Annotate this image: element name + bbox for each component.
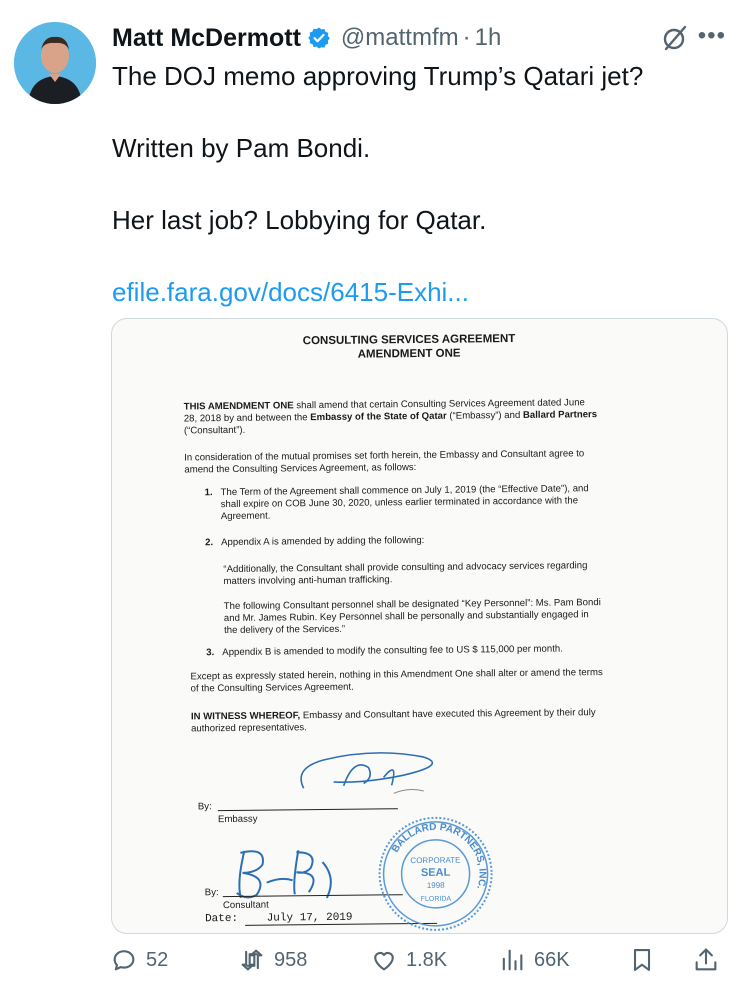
like-count: 1.8K [406,948,448,971]
tweet-line-1: The DOJ memo approving Trump’s Qatari jet? [112,61,644,91]
agreement-document [111,318,728,934]
corporate-seal [376,814,495,933]
bookmark-button[interactable] [628,946,656,974]
document-title: CONSULTING SERVICES AGREEMENT AMENDMENT ONE [302,332,516,361]
consideration-paragraph: In consideration of the mutual promises set forth herein, the Embassy and Consultant agree to amend the Consulting Services Agreement, as follows: [184,448,585,476]
consultant-label: Consultant [222,899,269,912]
item-2-quote: “Additionally, the Consultant shall provide consulting and advocacy services regarding matters involving anti-human trafficking. [223,560,588,588]
intro-paragraph: THIS AMENDMENT ONE shall amend that certain Consulting Services Agreement dated June 28, 2018 by and between the Embassy of the State of Qatar (“Embassy”) and Ballard Partners (“Consultant”). [183,397,598,437]
like-button[interactable] [370,946,447,974]
tweet-line-2: Written by Pam Bondi. [112,133,371,163]
embassy-by-label: By: [197,801,212,813]
embassy-signature-line [218,808,398,811]
witness-paragraph: IN WITNESS WHEREOF, Embassy and Consultant have executed this Agreement by their duly authorized representatives. [190,707,596,735]
tweet-line-3: Her last job? Lobbying for Qatar. [112,205,487,235]
item-2-key-personnel: The following Consultant personnel shall be designated “Key Personnel”: Ms. Pam Bondi and Mr. James Rubin. Key Personnel shall be personally and substantially engaged in the delivery of the Services.” [223,597,601,637]
seal-corporate: CORPORATE [410,855,461,866]
reply-button[interactable] [110,946,168,974]
analytics-icon [498,946,526,974]
tweet-action-bar [110,946,730,980]
tweet-header [112,20,722,56]
share-button[interactable] [692,946,720,974]
embassy-label: Embassy [217,813,258,826]
repost-count: 958 [274,948,308,971]
embassy-signature [273,737,454,809]
tweet-link[interactable]: efile.fara.gov/docs/6415-Exhi... [112,277,469,307]
consultant-signature [226,842,357,903]
repost-button[interactable] [238,946,307,974]
bookmark-icon [628,946,656,974]
seal-word: SEAL [420,866,451,879]
item-1: 1. The Term of the Agreement shall commence on July 1, 2019 (the “Effective Date”), and shall expire on COB June 30, 2020, unless earlier terminated in accordance with the Agreement. [204,483,589,523]
seal-outer-text: BALLARD PARTNERS, INC. [389,821,488,891]
item-2: 2. Appendix A is amended by adding the following: [205,534,425,549]
repost-icon [238,946,266,974]
tweet-body [112,58,712,346]
grok-icon[interactable] [660,23,690,53]
author-avatar[interactable] [14,22,96,104]
except-paragraph: Except as expressly stated herein, nothing in this Amendment One shall alter or amend the terms of the Consulting Services Agreement. [190,667,603,695]
view-count: 66K [534,948,570,971]
tweet-media-document[interactable] [111,318,728,934]
seal-state: FLORIDA [420,895,452,904]
share-icon [692,946,720,974]
timestamp[interactable]: 1h [474,24,502,51]
date-row: Date: July 17, 2019 [205,911,437,926]
seal-year: 1998 [426,880,445,890]
heart-icon [370,946,398,974]
author-name[interactable]: Matt McDermott [112,23,301,52]
consultant-by-label: By: [204,887,219,899]
separator-dot: · [462,24,471,51]
more-options-icon[interactable]: ••• [697,22,726,49]
reply-count: 52 [146,948,169,971]
verified-badge-icon [307,26,331,50]
author-handle[interactable]: @mattmfm [340,24,459,51]
reply-icon [110,946,138,974]
item-3: 3. Appendix B is amended to modify the consulting fee to US $ 115,000 per month. [206,643,563,659]
views-button[interactable] [498,946,570,974]
